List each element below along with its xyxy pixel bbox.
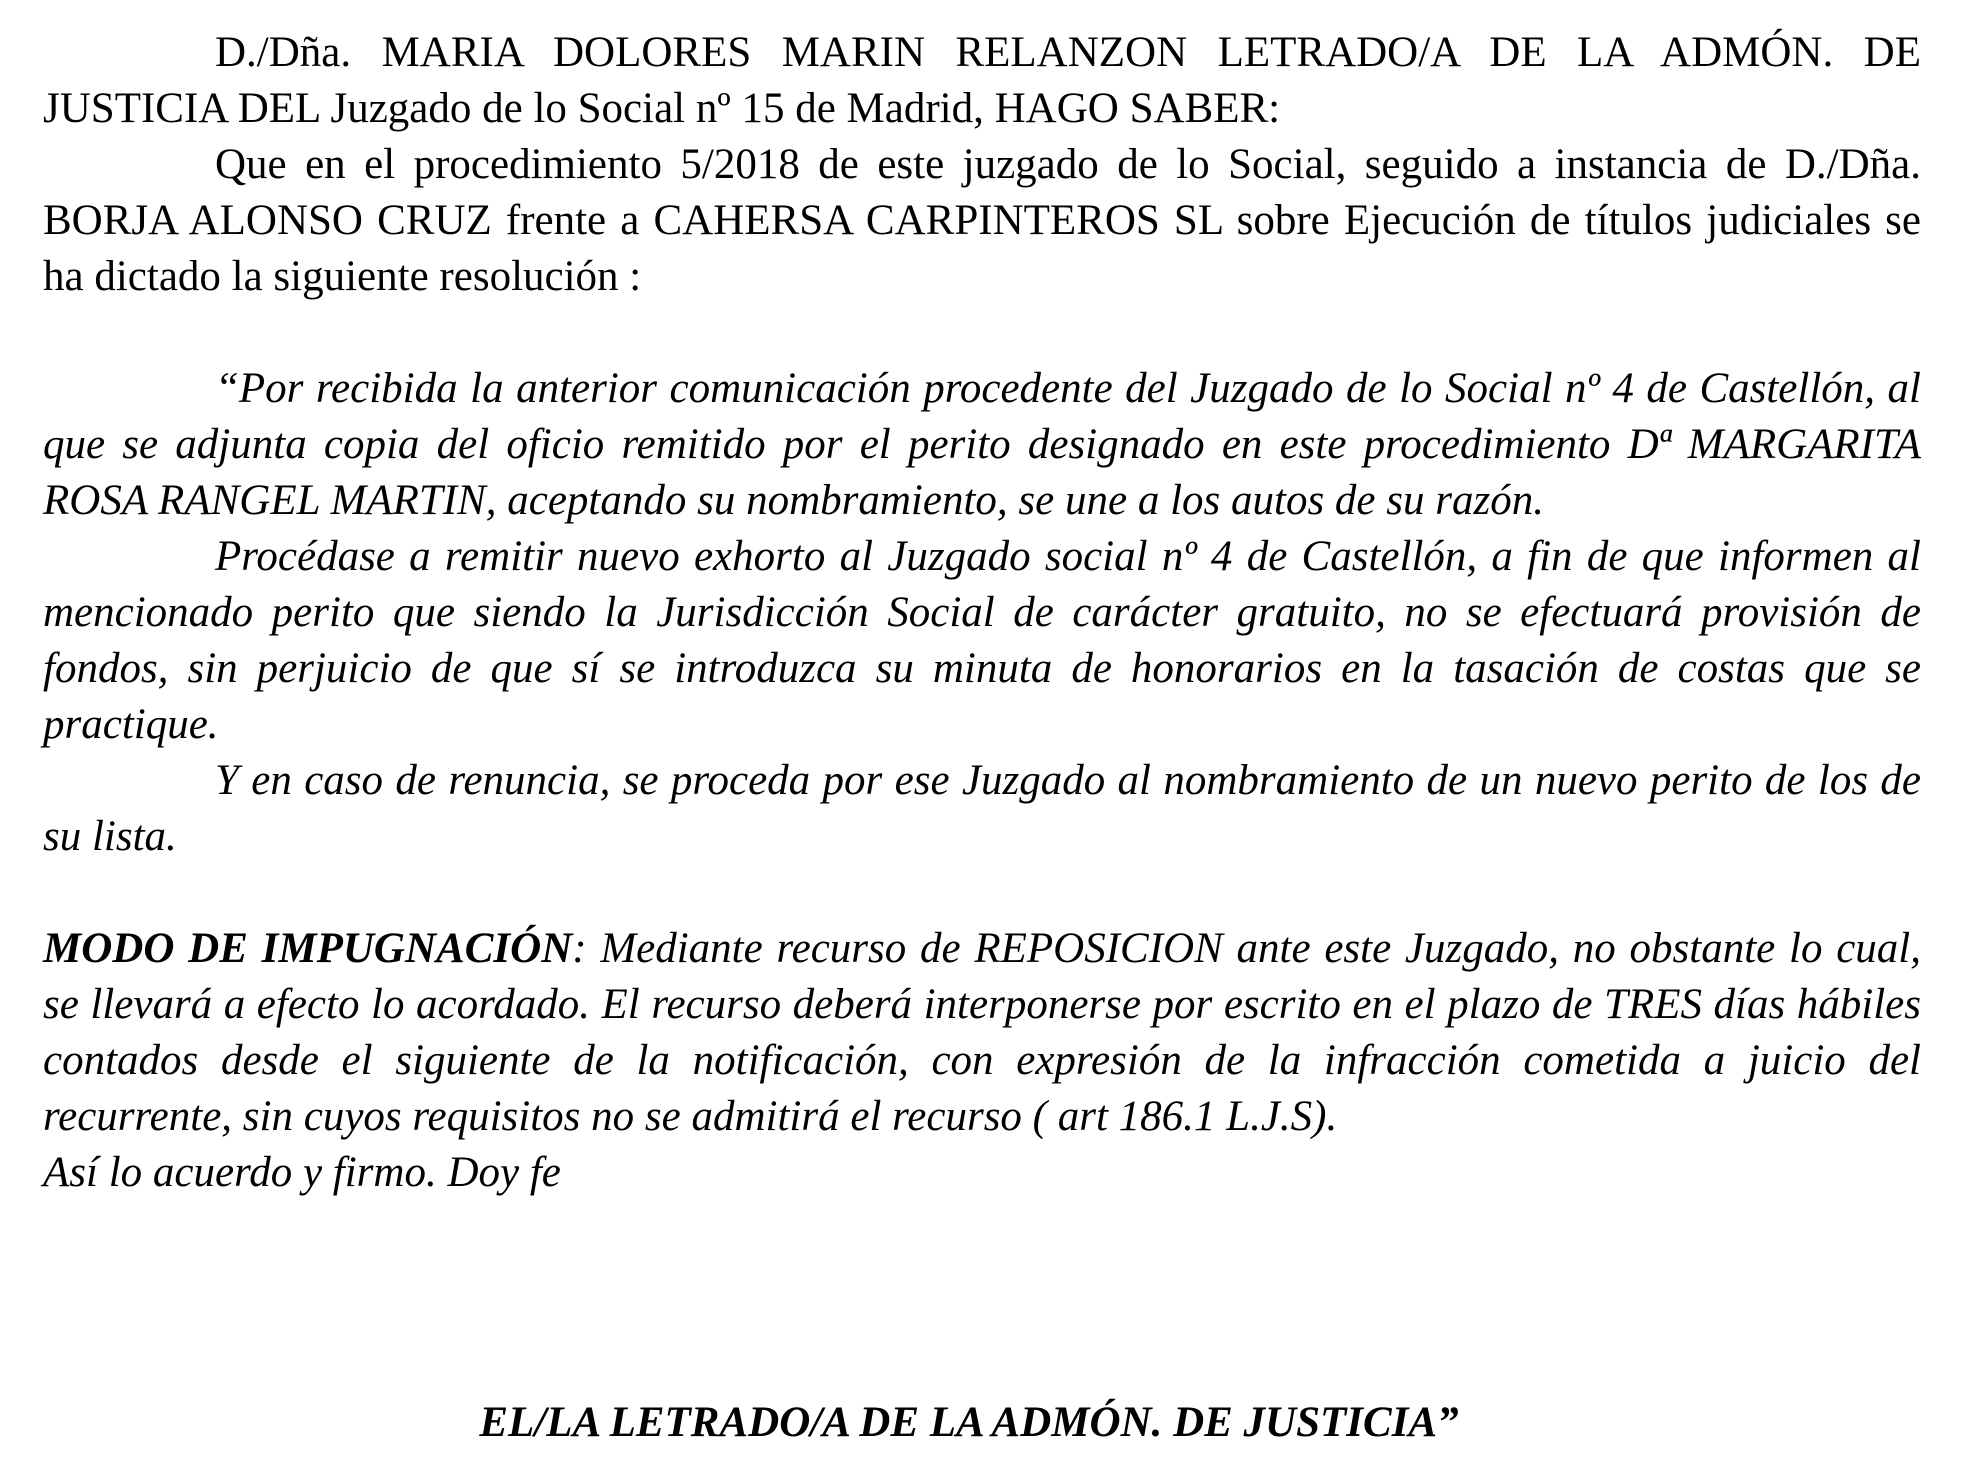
signature-text: EL/LA LETRADO/A DE LA ADMÓN. DE JUSTICIA” <box>479 1399 1459 1446</box>
closing-line: Así lo acuerdo y firmo. Doy fe <box>43 1149 561 1196</box>
signature-line <box>0 1395 1878 1451</box>
impugnacion-paragraph <box>43 921 1921 1145</box>
resolution-paragraph-3: Y en caso de renuncia, se proceda por ese Juzgado al nombramiento de un nuevo perito de los de su lista. <box>43 757 1921 860</box>
resolution-paragraph-1: “Por recibida la anterior comunicación procedente del Juzgado de lo Social nº 4 de Castellón, al que se adjunta copia del oficio remitido por el perito designado en este procedimiento Dª MARGARITA ROSA RANGEL MARTIN, aceptando su nombramiento, se une a los autos de su razón. <box>43 365 1921 524</box>
header-paragraph: D./Dña. MARIA DOLORES MARIN RELANZON LETRADO/A DE LA ADMÓN. DE JUSTICIA DEL Juzgado de lo Social nº 15 de Madrid, HAGO SABER: <box>43 29 1921 132</box>
resolution-paragraph-2: Procédase a remitir nuevo exhorto al Juzgado social nº 4 de Castellón, a fin de que informen al mencionado perito que siendo la Jurisdicción Social de carácter gratuito, no se efectuará provisión de fondos, sin perjuicio de que sí se introduzca su minuta de honorarios en la tasación de costas que se practique. <box>43 533 1921 748</box>
intro-paragraph: Que en el procedimiento 5/2018 de este juzgado de lo Social, seguido a instancia de D./Dña. BORJA ALONSO CRUZ frente a CAHERSA CARPINTEROS SL sobre Ejecución de títulos judiciales se ha dictado la siguiente resolución : <box>43 141 1921 300</box>
document-page <box>43 25 1921 1201</box>
impugnacion-label: MODO DE IMPUGNACIÓN <box>43 925 573 972</box>
impugnacion-text: : Mediante recurso de REPOSICION ante este Juzgado, no obstante lo cual, se llevará a efecto lo acordado. El recurso deberá interponerse por escrito en el plazo de TRES días hábiles contados desde el siguiente de la notificación, con expresión de la infracción cometida a juicio del recurrente, sin cuyos requisitos no se admitirá el recurso ( art 186.1 L.J.S). <box>43 925 1921 1140</box>
